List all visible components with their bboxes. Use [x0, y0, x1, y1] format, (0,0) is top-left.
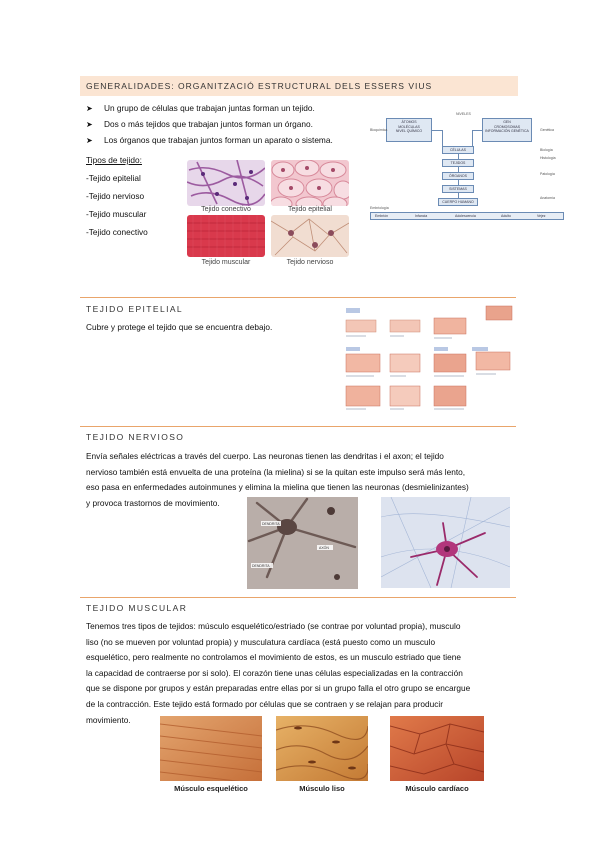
arrow-bullet-icon: ➤: [86, 104, 93, 113]
tipos-de-tejido: [86, 155, 148, 237]
diagram-box-cuerpo: CUERPO HUMANO: [438, 198, 478, 206]
diagram-box-quimico: ÁTOMOS MOLÉCULAS NIVEL QUÍMICO: [386, 118, 432, 142]
arrow-bullet-icon: ➤: [86, 120, 93, 129]
tejido-muscular-image: [187, 215, 265, 257]
arrow-bullet-icon: ➤: [86, 136, 93, 145]
section-title-muscular: TEJIDO MUSCULAR: [86, 603, 188, 613]
bullet-list: [86, 102, 333, 147]
tissue-caption: Tejido conectivo: [201, 206, 251, 213]
section-title-epitelial: TEJIDO EPITELIAL: [86, 304, 184, 314]
diagram-box-sistemas: SISTEMAS: [442, 185, 474, 193]
diagram-box-tejidos: TEJIDOS: [442, 159, 474, 167]
muscle-caption: Músculo esquelético: [174, 784, 248, 793]
diagram-box-celulas: CÉLULAS: [442, 146, 474, 154]
section-title-nervioso: TEJIDO NERVIOSO: [86, 432, 185, 442]
neurona-micrografia-image: [247, 497, 358, 589]
list-item: ➤ Los órganos que trabajan juntos forman un aparato o sistema.: [86, 135, 333, 145]
section-divider: [80, 597, 516, 598]
muscle-caption: Músculo cardíaco: [405, 784, 469, 793]
diagram-side-label: Biología: [540, 148, 553, 152]
diagram-title: NIVELES: [456, 112, 471, 116]
tejido-epitelial-image: [271, 160, 349, 206]
diagram-box-genetica: GEN CROMOSOMAS INFORMACIÓN GENÉTICA: [482, 118, 532, 142]
tipo-item: -Tejido nervioso: [86, 191, 145, 201]
musculo-esqueletico-image: [160, 716, 262, 781]
neurona-tincion-image: [381, 497, 510, 588]
muscle-caption: Músculo liso: [299, 784, 345, 793]
epitelial-text: Cubre y protege el tejido que se encuentra debajo.: [86, 322, 273, 332]
diagram-timeline: Embrión Infancia Adolescencia Adulto Vejez: [370, 212, 564, 220]
musculo-cardiaco-image: [390, 716, 484, 781]
tipo-item: -Tejido muscular: [86, 209, 147, 219]
diagram-box-organos: ÓRGANOS: [442, 172, 474, 180]
tejido-conectivo-image: [187, 160, 265, 206]
section-divider: [80, 426, 516, 427]
tipo-item: -Tejido conectivo: [86, 227, 148, 237]
page-title: GENERALIDADES: ORGANITZACIÓ ESTRUCTURAL DELS ESSERS VIUS: [86, 81, 433, 91]
nervioso-text: Envía señales eléctricas a través del cuerpo. Las neuronas tienen las dendritas i el axon; el tejido nervioso también está envuelta de una proteína (la mielina) si se la quitan este impulso será más lento, eso pasa en enfermedades autoinmunes y elimina la mielina que tienen las neuronas (desmielinizantes) y provoca trastornos de movimiento.: [86, 451, 469, 508]
diagram-side-label: Embriología: [370, 206, 389, 210]
tissue-caption: Tejido nervioso: [286, 259, 334, 266]
svg-text:AXÓN: AXÓN: [319, 546, 329, 550]
diagram-side-label: Histología: [540, 156, 556, 160]
list-item: ➤ Un grupo de células que trabajan juntas forman un tejido.: [86, 103, 315, 113]
tipos-heading: Tipos de tejido:: [86, 155, 142, 165]
diagram-side-label: Anatomía: [540, 196, 555, 200]
svg-text:DENDRITA: DENDRITA: [252, 564, 270, 568]
list-item: ➤ Dos o más tejidos que trabajan juntos forman un órgano.: [86, 119, 313, 129]
tissue-caption: Tejido muscular: [201, 259, 251, 266]
tissue-caption: Tejido epitelial: [288, 206, 332, 213]
epithelium-types-image: [344, 304, 516, 412]
diagram-side-label: Bioquímica: [370, 128, 388, 132]
svg-text:DENDRITA: DENDRITA: [262, 522, 280, 526]
musculo-liso-image: [276, 716, 368, 781]
section-header-band: [80, 76, 518, 96]
tipo-item: -Tejido epitelial: [86, 173, 141, 183]
niveles-organizacion-diagram: [368, 110, 566, 222]
tejido-nervioso-image: [271, 215, 349, 257]
diagram-side-label: Patología: [540, 172, 555, 176]
diagram-side-label: Genética: [540, 128, 555, 132]
muscular-text: Tenemos tres tipos de tejidos: músculo esquelético/estriado (se contrae por voluntad propia), musculo liso (no se mueven por voluntad propia) y musculatura cardíaca (está puesto como un musculo esquelético, pero realmente no controlamos el movimiento de estos, es un musculo estriado que tiene la capacidad de contraerse por si solo). El corazón tiene unas células especializadas en la contracción que se dispone por grupos y están preparadas entre ellas por si un grupo falla el otro grupo se encargue de la contracción. Este tejido está formado por células que se contraen y se relajan para producir movimiento.: [86, 621, 471, 725]
section-divider: [80, 297, 516, 298]
